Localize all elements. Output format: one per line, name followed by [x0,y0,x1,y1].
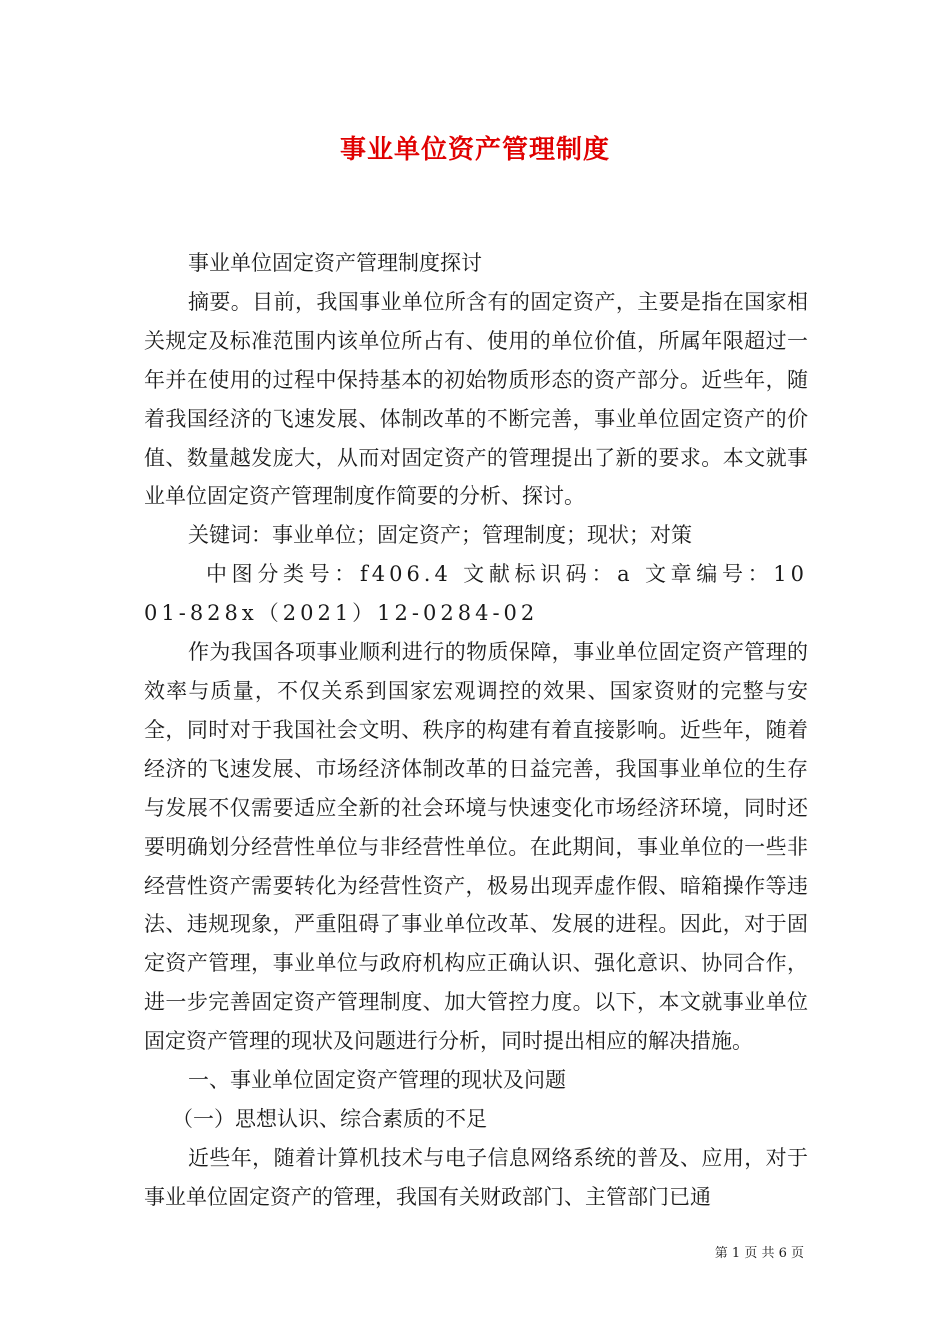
intro-paragraph: 作为我国各项事业顺利进行的物质保障，事业单位固定资产管理的效率与质量，不仅关系到国家宏观调控的效果、国家资财的完整与安全，同时对于我国社会文明、秩序的构建有着直接影响。近些年，随着经济的飞速发展、市场经济体制改革的日益完善，我国事业单位的生存与发展不仅需要适应全新的社会环境与快速变化市场经济环境，同时还要明确划分经营性单位与非经营性单位。在此期间，事业单位的一些非经营性资产需要转化为经营性资产，极易出现弄虚作假、暗箱操作等违法、违规现象，严重阻碍了事业单位改革、发展的进程。因此，对于固定资产管理，事业单位与政府机构应正确认识、强化意识、协同合作，进一步完善固定资产管理制度、加大管控力度。以下，本文就事业单位固定资产管理的现状及问题进行分析，同时提出相应的解决措施。 [144,640,808,1054]
subsection-heading: （一）思想认识、综合素质的不足 [172,1106,487,1131]
document-body [144,244,808,1217]
keywords-paragraph: 关键词：事业单位；固定资产；管理制度；现状；对策 [188,523,692,548]
subtitle-paragraph: 事业单位固定资产管理制度探讨 [188,251,482,275]
classification-paragraph: 中图分类号：f406.4 文献标识码：a 文章编号：1001-828x（2021）12-0284-02 [144,562,808,626]
document-title: 事业单位资产管理制度 [339,135,610,165]
abstract-paragraph: 摘要。目前，我国事业单位所含有的固定资产，主要是指在国家相关规定及标准范围内该单位所占有、使用的单位价值，所属年限超过一年并在使用的过程中保持基本的初始物质形态的资产部分。近些年，随着我国经济的飞速发展、体制改革的不断完善，事业单位固定资产的价值、数量越发庞大，从而对固定资产的管理提出了新的要求。本文就事业单位固定资产管理制度作简要的分析、探讨。 [144,289,808,509]
section-heading: 一、事业单位固定资产管理的现状及问题 [188,1068,566,1093]
page-number-footer: 第 1 页 共 6 页 [714,1246,804,1261]
body-paragraph: 近些年，随着计算机技术与电子信息网络系统的普及、应用，对于事业单位固定资产的管理，我国有关财政部门、主管部门已通 [144,1145,808,1209]
